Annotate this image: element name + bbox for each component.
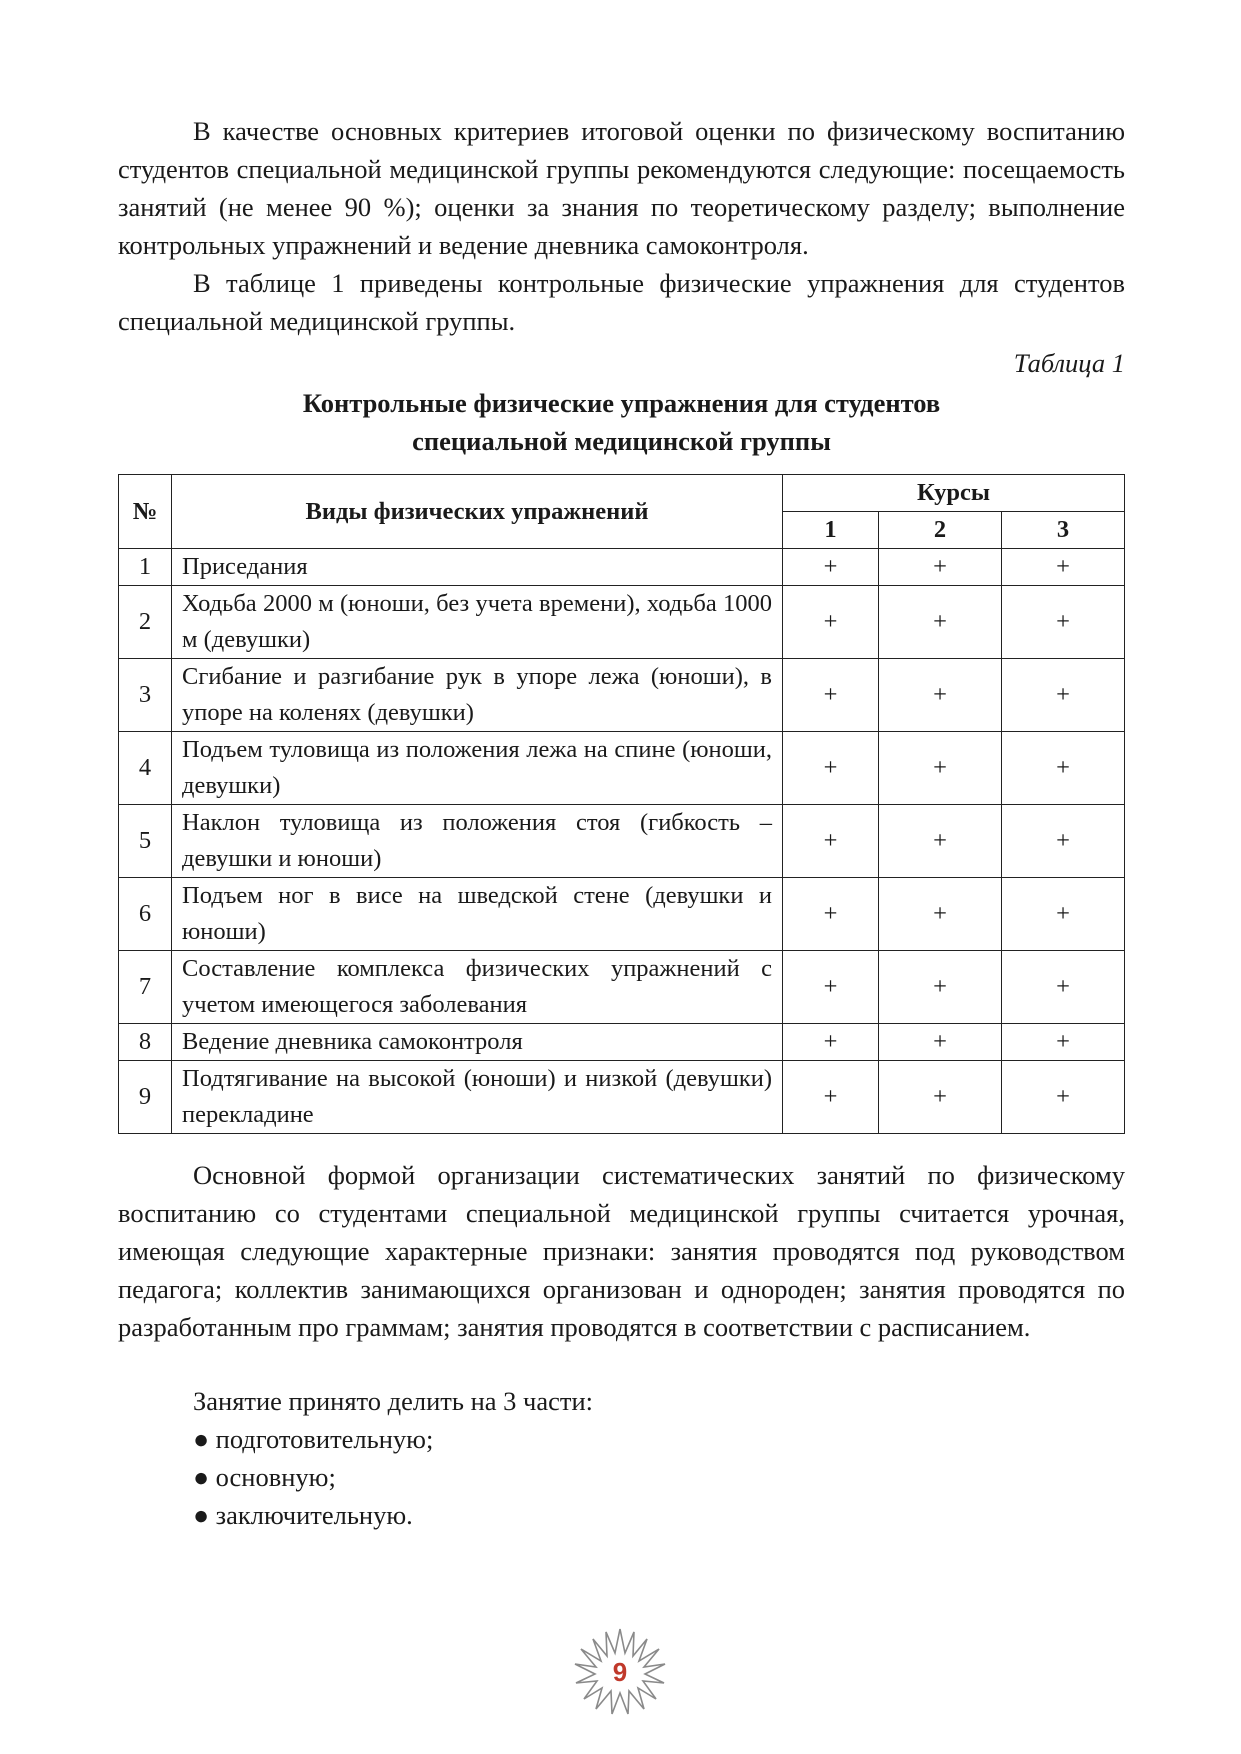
header-exercise-types: Виды физических упражнений [172, 475, 783, 549]
exercise-name: Приседания [172, 549, 783, 586]
page-content [118, 112, 1125, 1534]
course-2-mark: + [879, 586, 1002, 659]
exercise-name: Ходьба 2000 м (юноши, без учета времени), ходьба 1000 м (девушки) [172, 586, 783, 659]
course-2-mark: + [879, 805, 1002, 878]
course-1-mark: + [783, 659, 879, 732]
list-item: ● заключительную. [193, 1500, 413, 1530]
course-1-mark: + [783, 586, 879, 659]
course-1-mark: + [783, 549, 879, 586]
exercise-name: Наклон туловища из положения стоя (гибкость – девушки и юноши) [172, 805, 783, 878]
list-intro: Занятие принято делить на 3 части: [193, 1386, 594, 1416]
course-2-mark: + [879, 659, 1002, 732]
course-2-mark: + [879, 1061, 1002, 1134]
row-number: 6 [119, 878, 172, 951]
row-number: 7 [119, 951, 172, 1024]
page-number-badge [572, 1623, 668, 1719]
table-title-line2: специальной медицинской группы [412, 426, 831, 456]
course-2-mark: + [879, 878, 1002, 951]
table-row [119, 732, 1125, 805]
paragraph-table-intro: В таблице 1 приведены контрольные физические упражнения для студентов специальной медицинской группы. [118, 268, 1125, 336]
table-row [119, 805, 1125, 878]
row-number: 8 [119, 1024, 172, 1061]
list-item: ● основную; [193, 1462, 336, 1492]
row-number: 5 [119, 805, 172, 878]
exercises-table [118, 474, 1125, 1134]
course-3-mark: + [1002, 878, 1125, 951]
table-row [119, 1061, 1125, 1134]
table-title-line1: Контрольные физические упражнения для студентов [302, 388, 941, 418]
paragraph-organization: Основной формой организации систематических занятий по физическому воспитанию со студентами специальной медицинской группы считается урочная, имеющая следующие характерные признаки: занятия проводятся под руководством педагога; коллектив занимающихся организован и однороден; занятия проводятся по разработанным про граммам; занятия проводятся в соответствии с расписанием. [118, 1160, 1125, 1342]
header-num: № [119, 475, 172, 549]
row-number: 2 [119, 586, 172, 659]
table-row [119, 659, 1125, 732]
course-3-mark: + [1002, 805, 1125, 878]
course-2-mark: + [879, 732, 1002, 805]
row-number: 3 [119, 659, 172, 732]
page-number: 9 [612, 1657, 628, 1687]
table-row [119, 549, 1125, 586]
course-3-mark: + [1002, 951, 1125, 1024]
header-course-1: 1 [783, 512, 879, 549]
course-3-mark: + [1002, 586, 1125, 659]
course-2-mark: + [879, 951, 1002, 1024]
table-row [119, 951, 1125, 1024]
row-number: 9 [119, 1061, 172, 1134]
exercise-name: Подъем ног в висе на шведской стене (девушки и юноши) [172, 878, 783, 951]
header-course-2: 2 [879, 512, 1002, 549]
course-3-mark: + [1002, 1024, 1125, 1061]
paragraph-criteria: В качестве основных критериев итоговой оценки по физическому воспитанию студентов специальной медицинской группы рекомендуются следующие: посещаемость занятий (не менее 90 %); оценки за знания по теоретическому разделу; выполнение контрольных упражнений и ведение дневника самоконтроля. [118, 116, 1125, 260]
course-1-mark: + [783, 732, 879, 805]
course-2-mark: + [879, 1024, 1002, 1061]
row-number: 4 [119, 732, 172, 805]
table-title [118, 384, 1125, 460]
course-2-mark: + [879, 549, 1002, 586]
course-3-mark: + [1002, 1061, 1125, 1134]
course-1-mark: + [783, 878, 879, 951]
table-row [119, 1024, 1125, 1061]
exercise-name: Ведение дневника самоконтроля [172, 1024, 783, 1061]
table-row [119, 878, 1125, 951]
course-3-mark: + [1002, 732, 1125, 805]
course-1-mark: + [783, 1061, 879, 1134]
exercise-name: Подтягивание на высокой (юноши) и низкой (девушки) перекладине [172, 1061, 783, 1134]
header-courses: Курсы [783, 475, 1125, 512]
course-3-mark: + [1002, 659, 1125, 732]
row-number: 1 [119, 549, 172, 586]
exercise-name: Составление комплекса физических упражнений с учетом имеющегося заболевания [172, 951, 783, 1024]
header-course-3: 3 [1002, 512, 1125, 549]
course-1-mark: + [783, 951, 879, 1024]
exercise-name: Сгибание и разгибание рук в упоре лежа (юноши), в упоре на коленях (девушки) [172, 659, 783, 732]
course-3-mark: + [1002, 549, 1125, 586]
table-caption: Таблица 1 [1013, 348, 1125, 378]
table-row [119, 586, 1125, 659]
exercise-name: Подъем туловища из положения лежа на спине (юноши, девушки) [172, 732, 783, 805]
list-item: ● подготовительную; [193, 1424, 434, 1454]
course-1-mark: + [783, 805, 879, 878]
course-1-mark: + [783, 1024, 879, 1061]
